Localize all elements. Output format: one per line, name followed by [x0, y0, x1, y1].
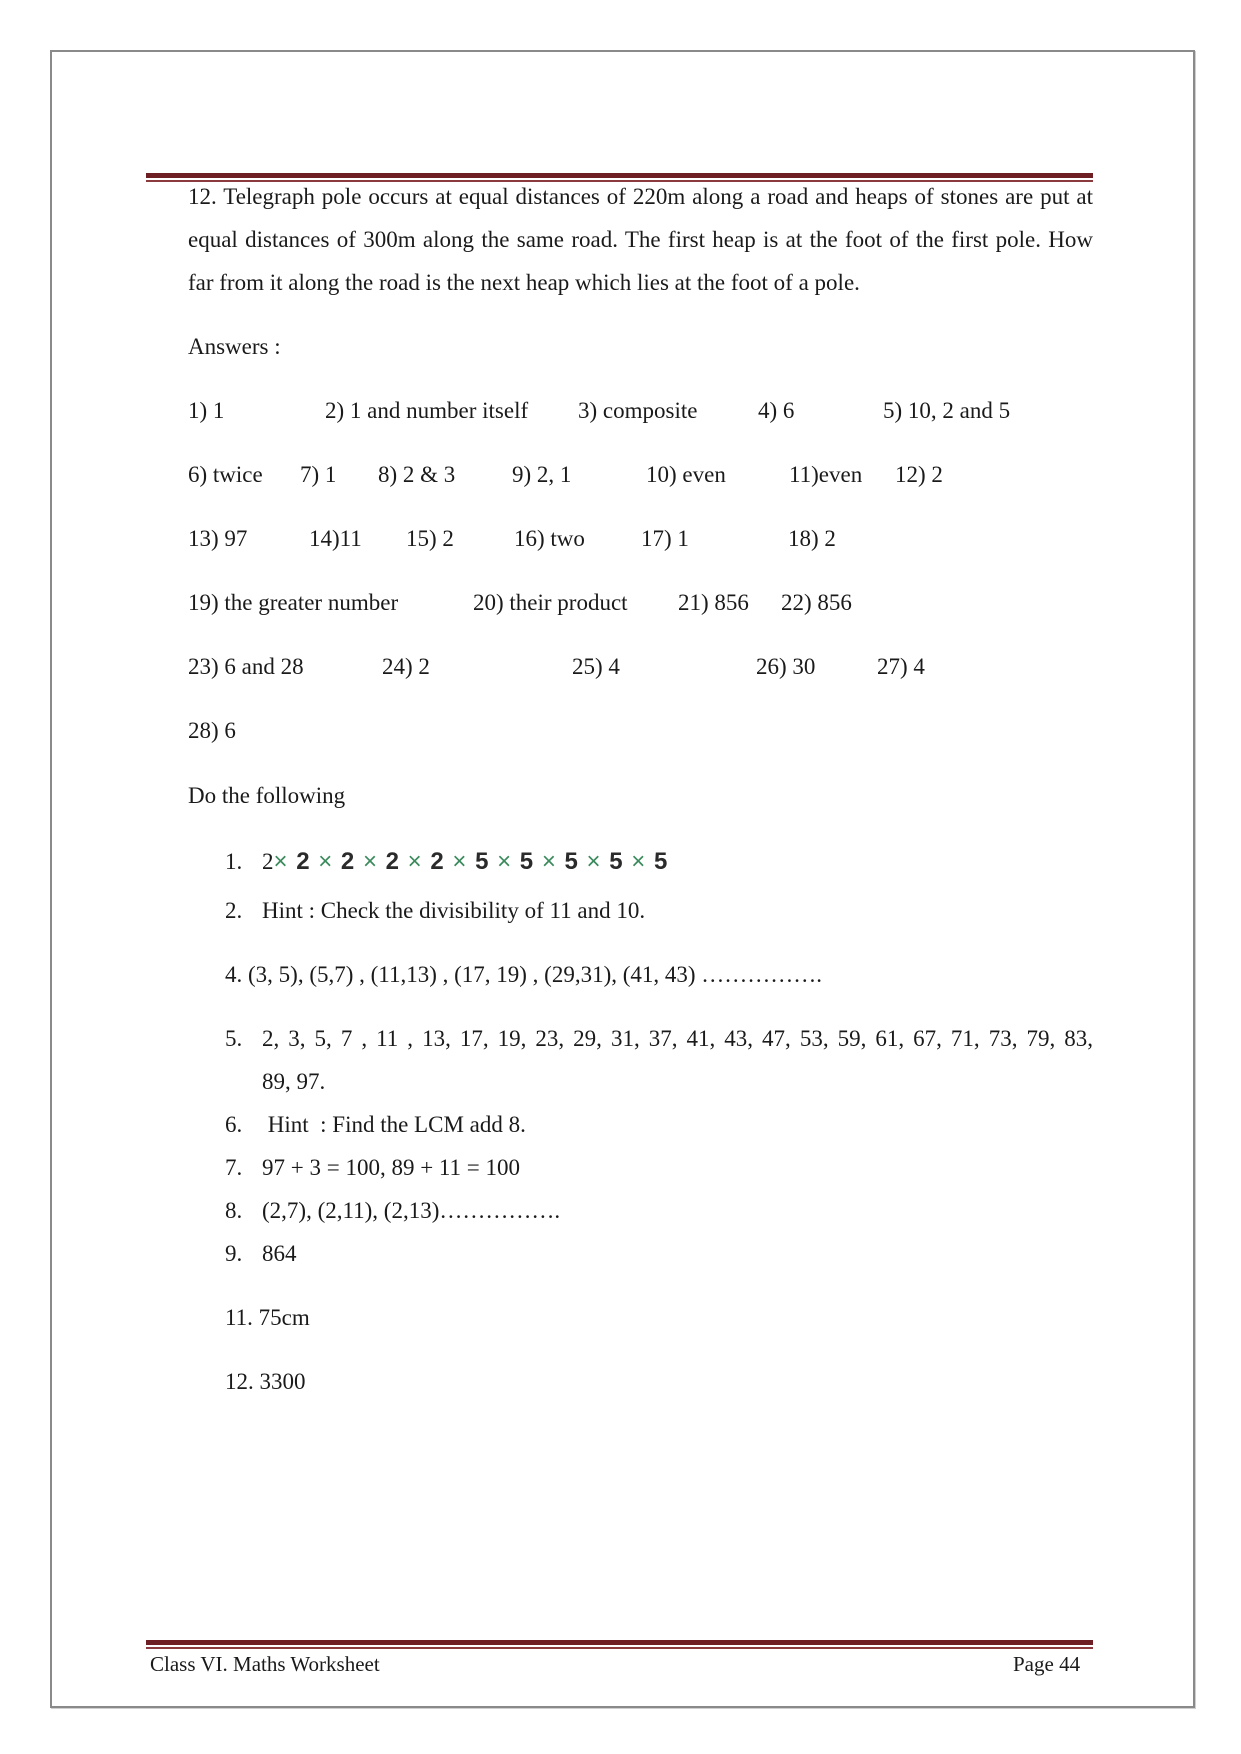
answer-15: 15) 2: [406, 526, 454, 551]
item-5-line-1: 2, 3, 5, 7 , 11 , 13, 17, 19, 23, 29, 31, 37, 41, 43, 47, 53, 59, 61, 67, 71, 73, 79, 83,: [262, 1026, 1093, 1051]
answer-9: 9) 2, 1: [512, 462, 572, 487]
item-5-line-2: 89, 97.: [262, 1069, 326, 1094]
answer-27: 27) 4: [877, 654, 925, 679]
item-2-number: 2.: [225, 898, 243, 923]
answer-1: 1) 1: [188, 398, 225, 423]
item-8-number: 8.: [225, 1198, 243, 1223]
item-1-number: 1.: [225, 849, 243, 874]
page-number: Page 44: [1013, 1652, 1081, 1676]
answer-22: 22) 856: [781, 590, 852, 615]
answer-5: 5) 10, 2 and 5: [883, 398, 1011, 423]
answer-26: 26) 30: [756, 654, 816, 679]
item-9: 864: [262, 1241, 297, 1266]
item-1-lead: 2: [262, 849, 274, 874]
answer-23: 23) 6 and 28: [188, 654, 304, 679]
answer-20: 20) their product: [473, 590, 628, 615]
do-heading: Do the following: [188, 783, 346, 808]
answer-12: 12) 2: [895, 462, 943, 487]
answer-8: 8) 2 & 3: [378, 462, 456, 487]
answer-7: 7) 1: [300, 462, 337, 487]
item-4: 4. (3, 5), (5,7) , (11,13) , (17, 19) , (29,31), (41, 43) …………….: [225, 962, 823, 987]
item-7: 97 + 3 = 100, 89 + 11 = 100: [262, 1155, 521, 1180]
item-1: [262, 848, 668, 876]
answer-4: 4) 6: [758, 398, 795, 423]
answer-17: 17) 1: [641, 526, 689, 551]
footer-title: Class VI. Maths Worksheet: [150, 1652, 380, 1676]
footer-rule: [146, 1640, 1093, 1649]
item-6-number: 6.: [225, 1112, 243, 1137]
answer-21: 21) 856: [678, 590, 749, 615]
answer-19: 19) the greater number: [188, 590, 399, 615]
answer-13: 13) 97: [188, 526, 248, 551]
answer-25: 25) 4: [572, 654, 620, 679]
question-12: 12. Telegraph pole occurs at equal distances of 220m along a road and heaps of stones are put at equal distances of 300m along the same road. The first heap is at the foot of the first pole. How far from it along the road is the next heap which lies at the foot of a pole.: [188, 184, 1093, 295]
answer-6: 6) twice: [188, 462, 263, 487]
answer-28: 28) 6: [188, 718, 236, 743]
answer-24: 24) 2: [382, 654, 430, 679]
item-8: (2,7), (2,11), (2,13)…………….: [262, 1198, 561, 1223]
factor-expression: × 2 × 2 × 2 × 2 × 5 × 5 × 5 × 5 × 5: [273, 848, 669, 875]
answer-2: 2) 1 and number itself: [325, 398, 529, 423]
answer-16: 16) two: [514, 526, 585, 551]
item-2: Hint : Check the divisibility of 11 and 10.: [262, 898, 646, 923]
answer-14: 14)11: [309, 526, 362, 551]
answers-heading: Answers :: [188, 334, 281, 359]
item-7-number: 7.: [225, 1155, 243, 1180]
answer-3: 3) composite: [578, 398, 698, 423]
item-9-number: 9.: [225, 1241, 243, 1266]
answer-18: 18) 2: [788, 526, 836, 551]
item-5-number: 5.: [225, 1026, 243, 1051]
item-11: 11. 75cm: [225, 1305, 310, 1330]
answer-10: 10) even: [646, 462, 726, 487]
item-6: Hint : Find the LCM add 8.: [262, 1112, 526, 1137]
answer-11: 11)even: [789, 462, 863, 487]
item-12: 12. 3300: [225, 1369, 306, 1394]
